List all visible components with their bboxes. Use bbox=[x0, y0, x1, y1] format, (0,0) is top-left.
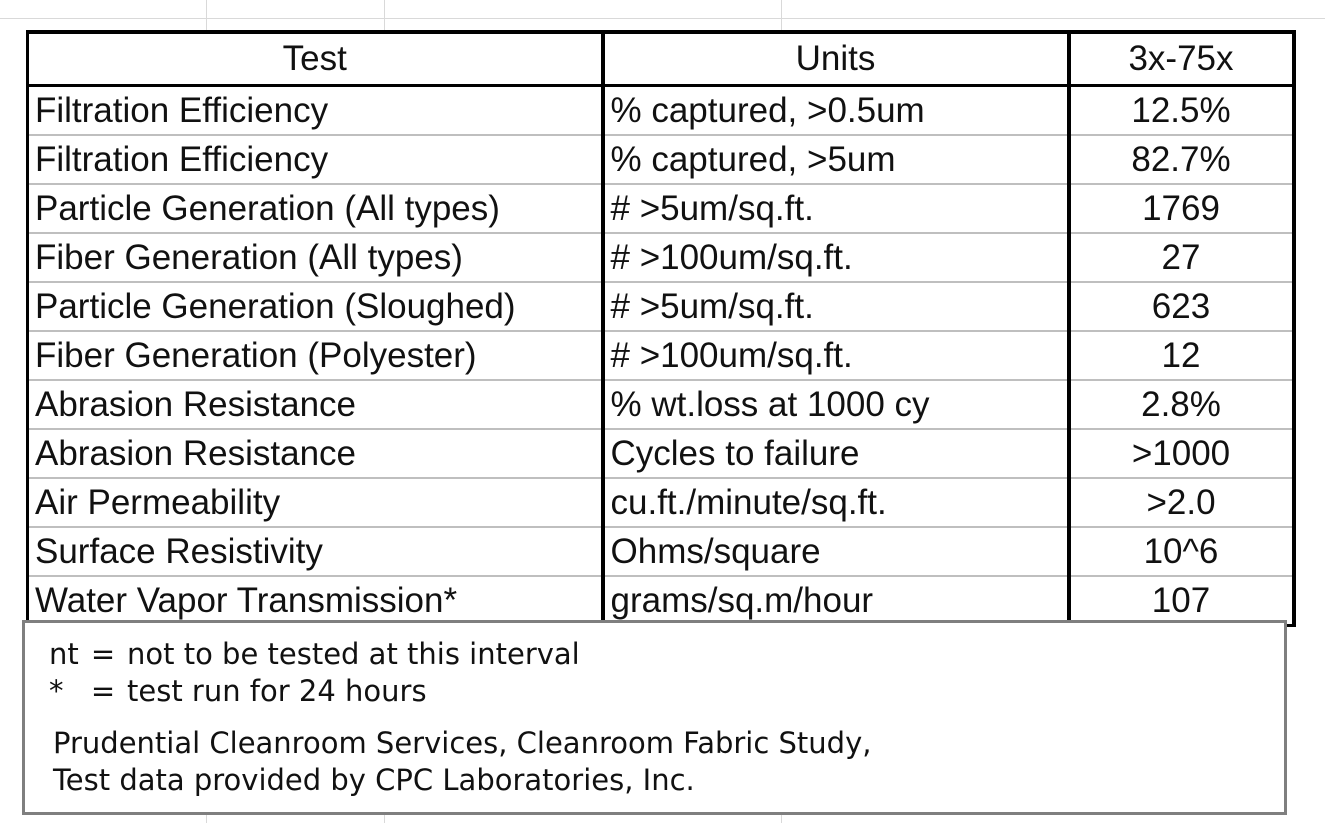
test-name-cell: Fiber Generation (All types) bbox=[28, 233, 603, 282]
units-cell: Ohms/square bbox=[603, 527, 1069, 576]
value-cell: 623 bbox=[1069, 282, 1294, 331]
notes-box bbox=[22, 620, 1287, 815]
table-row bbox=[28, 429, 1294, 478]
header-row bbox=[28, 32, 1294, 86]
value-cell: 82.7% bbox=[1069, 135, 1294, 184]
test-name-cell: Particle Generation (Sloughed) bbox=[28, 282, 603, 331]
table-row bbox=[28, 331, 1294, 380]
source-citation-line1: Prudential Cleanroom Services, Cleanroom Fabric Study, bbox=[53, 726, 872, 760]
test-name-cell: Filtration Efficiency bbox=[28, 135, 603, 184]
value-cell: >2.0 bbox=[1069, 478, 1294, 527]
units-cell: # >5um/sq.ft. bbox=[603, 282, 1069, 331]
value-cell: 107 bbox=[1069, 576, 1294, 626]
table-row bbox=[28, 576, 1294, 626]
test-name-cell: Abrasion Resistance bbox=[28, 429, 603, 478]
units-cell: # >100um/sq.ft. bbox=[603, 331, 1069, 380]
table-row bbox=[28, 478, 1294, 527]
value-cell: 10^6 bbox=[1069, 527, 1294, 576]
legend-symbol: nt bbox=[49, 637, 79, 671]
test-name-cell: Air Permeability bbox=[28, 478, 603, 527]
value-cell: >1000 bbox=[1069, 429, 1294, 478]
value-cell: 27 bbox=[1069, 233, 1294, 282]
table-row bbox=[28, 282, 1294, 331]
table-row bbox=[28, 380, 1294, 429]
legend-text: test run for 24 hours bbox=[127, 674, 427, 708]
units-cell: Cycles to failure bbox=[603, 429, 1069, 478]
table-row bbox=[28, 86, 1294, 136]
test-name-cell: Particle Generation (All types) bbox=[28, 184, 603, 233]
units-cell: # >100um/sq.ft. bbox=[603, 233, 1069, 282]
legend-equals: = bbox=[90, 674, 116, 708]
column-header-value: 3x-75x bbox=[1069, 32, 1294, 86]
units-cell: # >5um/sq.ft. bbox=[603, 184, 1069, 233]
test-name-cell: Water Vapor Transmission* bbox=[28, 576, 603, 626]
legend-item-nt bbox=[49, 637, 580, 671]
legend-text: not to be tested at this interval bbox=[127, 637, 580, 671]
column-header-units: Units bbox=[603, 32, 1069, 86]
test-name-cell: Abrasion Resistance bbox=[28, 380, 603, 429]
value-cell: 1769 bbox=[1069, 184, 1294, 233]
value-cell: 12.5% bbox=[1069, 86, 1294, 136]
table-row bbox=[28, 233, 1294, 282]
units-cell: % wt.loss at 1000 cy bbox=[603, 380, 1069, 429]
test-name-cell: Fiber Generation (Polyester) bbox=[28, 331, 603, 380]
table-row bbox=[28, 135, 1294, 184]
column-header-test: Test bbox=[28, 32, 603, 86]
table-row bbox=[28, 527, 1294, 576]
test-name-cell: Surface Resistivity bbox=[28, 527, 603, 576]
legend-symbol: * bbox=[49, 674, 64, 708]
table-row bbox=[28, 184, 1294, 233]
value-cell: 12 bbox=[1069, 331, 1294, 380]
units-cell: % captured, >5um bbox=[603, 135, 1069, 184]
test-results-table bbox=[26, 30, 1296, 627]
units-cell: grams/sq.m/hour bbox=[603, 576, 1069, 626]
legend-equals: = bbox=[90, 637, 116, 671]
source-citation-line2: Test data provided by CPC Laboratories, Inc. bbox=[53, 763, 695, 797]
units-cell: % captured, >0.5um bbox=[603, 86, 1069, 136]
test-name-cell: Filtration Efficiency bbox=[28, 86, 603, 136]
units-cell: cu.ft./minute/sq.ft. bbox=[603, 478, 1069, 527]
legend-item-asterisk bbox=[49, 674, 427, 708]
value-cell: 2.8% bbox=[1069, 380, 1294, 429]
